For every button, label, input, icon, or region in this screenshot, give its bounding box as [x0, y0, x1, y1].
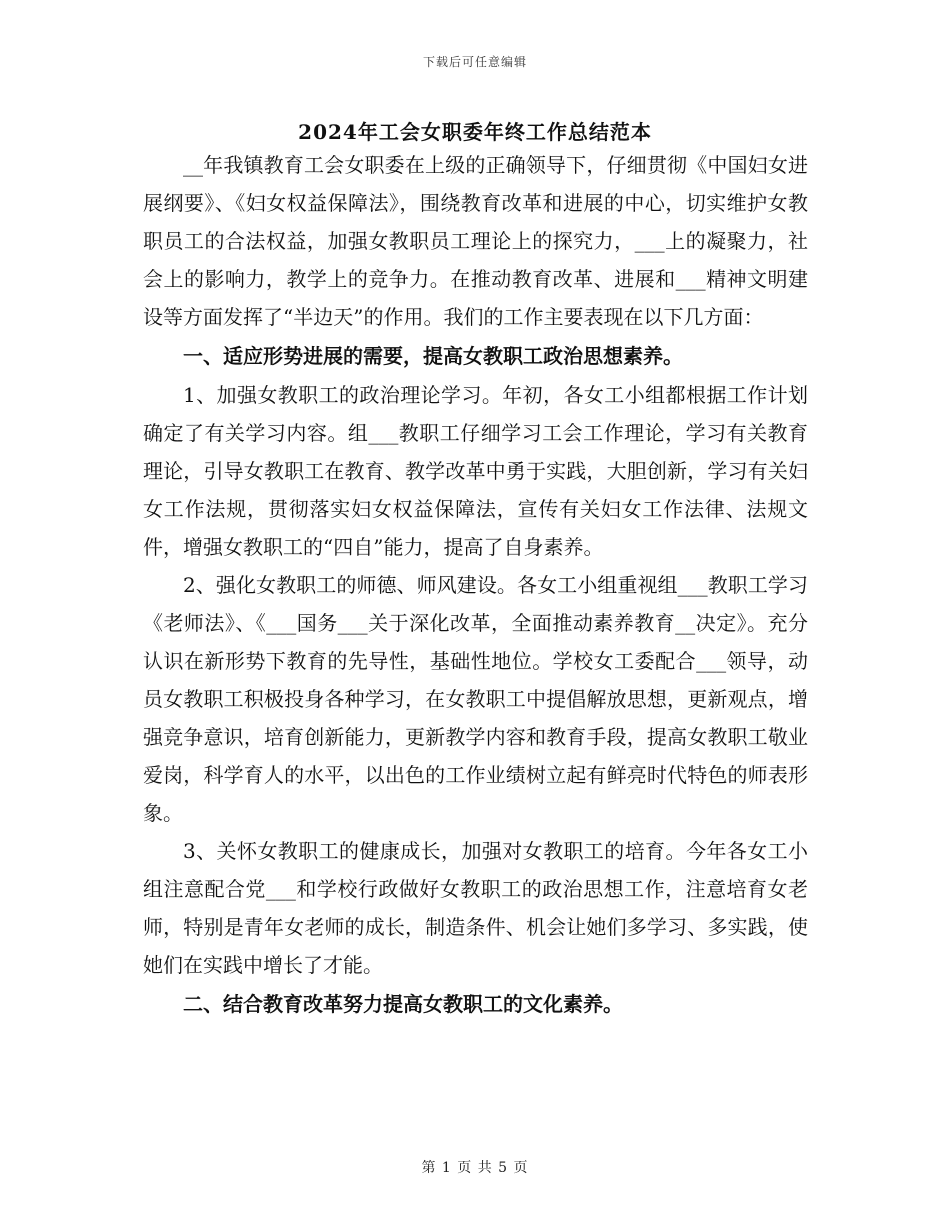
page-header-note: 下载后可任意编辑: [422, 55, 527, 69]
paragraph-intro: __年我镇教育工会女职委在上级的正确领导下，仔细贯彻《中国妇女进展纲要》、《妇女权益保障法》，围绕教育改革和进展的中心，切实维护女教职员工的合法权益，加强女教职员工理论上的探究力，___上的凝聚力，社会上的影响力，教学上的竞争力。在推动教育改革、进展和___精神文明建设等方面发挥了“半边天”的作用。我们的工作主要表现在以下几方面：: [143, 153, 808, 329]
paragraph-item-2: 2、强化女教职工的师德、师风建设。各女工小组重视组___教职工学习《老师法》、《___国务___关于深化改革，全面推动素养教育__决定》。充分认识在新形势下教育的先导性，基础性地位。学校女工委配合___领导，动员女教职工积极投身各种学习，在女教职工中提倡解放思想，更新观点，增强竞争意识，培育创新能力，更新教学内容和教育手段，提高女教职工敬业爱岗，科学育人的水平，以出色的工作业绩树立起有鲜亮时代特色的师表形象。: [143, 573, 808, 825]
section-heading-1: 一、适应形势进展的需要，提高女教职工政治思想素养。: [183, 344, 683, 368]
paragraph-item-1: 1、加强女教职工的政治理论学习。年初，各女工小组都根据工作计划确定了有关学习内容。组___教职工仔细学习工会工作理论，学习有关教育理论，引导女教职工在教育、教学改革中勇于实践，大胆创新，学习有关妇女工作法规，贯彻落实妇女权益保障法，宣传有关妇女工作法律、法规文件，增强女教职工的“四自”能力，提高了自身素养。: [143, 383, 808, 559]
section-heading-2: 二、结合教育改革努力提高女教职工的文化素养。: [183, 992, 623, 1016]
paragraph-item-3: 3、关怀女教职工的健康成长，加强对女教职工的培育。今年各女工小组注意配合党___和学校行政做好女教职工的政治思想工作，注意培育女老师，特别是青年女老师的成长，制造条件、机会让她们多学习、多实践，使她们在实践中增长了才能。: [143, 839, 808, 977]
document-body: [143, 146, 808, 1024]
document-title: 2024年工会女职委年终工作总结范本: [298, 120, 652, 144]
page-number: 第 1 页 共 5 页: [421, 1160, 529, 1176]
